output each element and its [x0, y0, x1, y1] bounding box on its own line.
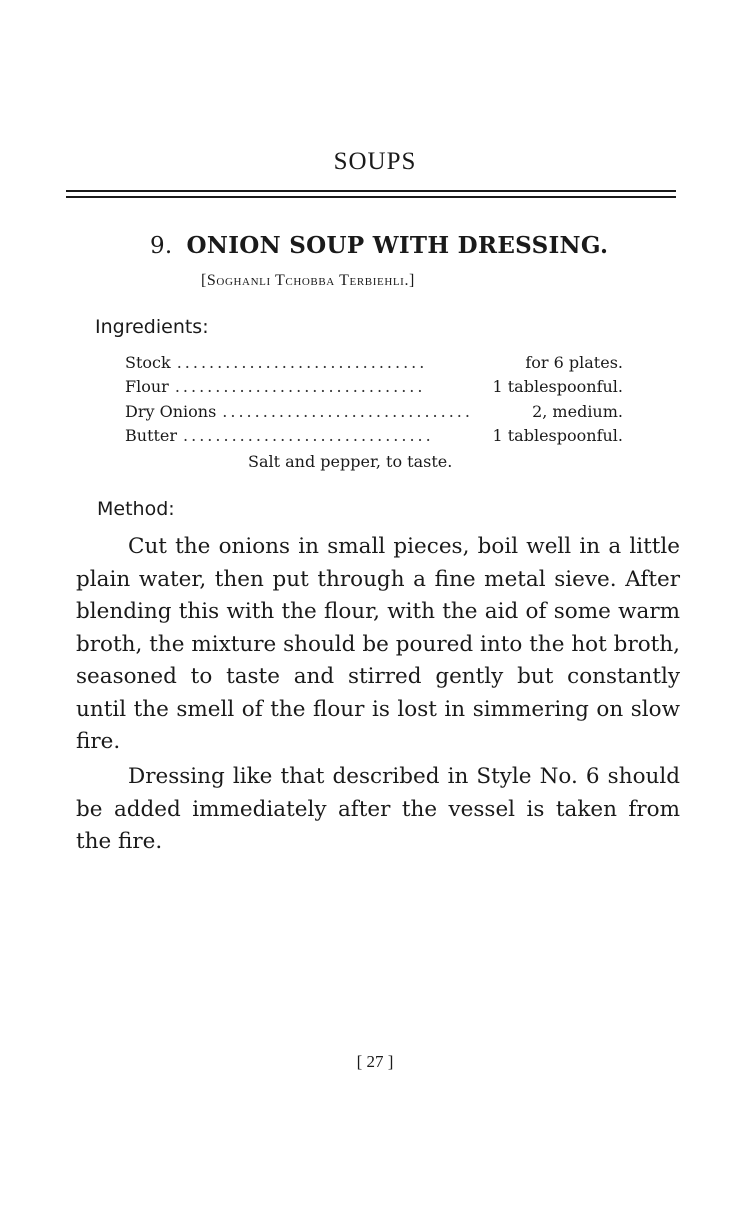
method-paragraph: Dressing like that described in Style No. 6 should be added immediately after the vessel is taken from the fire.	[76, 764, 680, 854]
recipe-title	[150, 232, 608, 259]
header-rule-bottom	[66, 196, 676, 198]
ingredient-quantity: for 6 plates.	[525, 353, 623, 372]
ingredient-quantity: 1 tablespoonful.	[492, 377, 623, 396]
ingredient-note: Salt and pepper, to taste.	[248, 452, 453, 471]
ingredients-heading: Ingredients:	[95, 316, 209, 338]
page-number: [ 27 ]	[356, 1052, 394, 1071]
ingredient-quantity: 2, medium.	[532, 402, 623, 421]
ingredient-name: Flour	[125, 377, 169, 396]
ingredient-name: Butter	[125, 426, 178, 445]
method-heading: Method:	[97, 498, 175, 520]
header-rule-top	[66, 190, 676, 192]
leader-dots: ...............................	[183, 426, 434, 445]
ingredient-row	[125, 377, 623, 399]
recipe-number: 9.	[150, 233, 173, 259]
recipe-title-text: ONION SOUP WITH DRESSING.	[186, 232, 609, 259]
ingredient-row	[125, 426, 623, 448]
leader-dots: ...............................	[176, 353, 428, 372]
method-paragraph: Cut the onions in small pieces, boil well in a little plain water, then put through a fine metal sieve. After blending this with the flour, with the aid of some warm broth, the mixture should be poured into the hot broth, seasoned to taste and stirred gently but constantly until the smell of the flour is lost in simmering on slow fire.	[76, 534, 680, 754]
ingredient-row	[125, 402, 623, 424]
ingredient-name: Stock	[125, 353, 171, 372]
leader-dots: ...............................	[174, 377, 426, 396]
leader-dots: ...............................	[222, 402, 473, 421]
ingredient-name: Dry Onions	[125, 402, 217, 421]
ingredient-row	[125, 353, 623, 375]
recipe-subtitle: [Soghanli Tchobba Terbiehli.]	[201, 272, 415, 289]
ingredient-quantity: 1 tablespoonful.	[492, 426, 623, 445]
running-head: SOUPS	[333, 148, 417, 175]
